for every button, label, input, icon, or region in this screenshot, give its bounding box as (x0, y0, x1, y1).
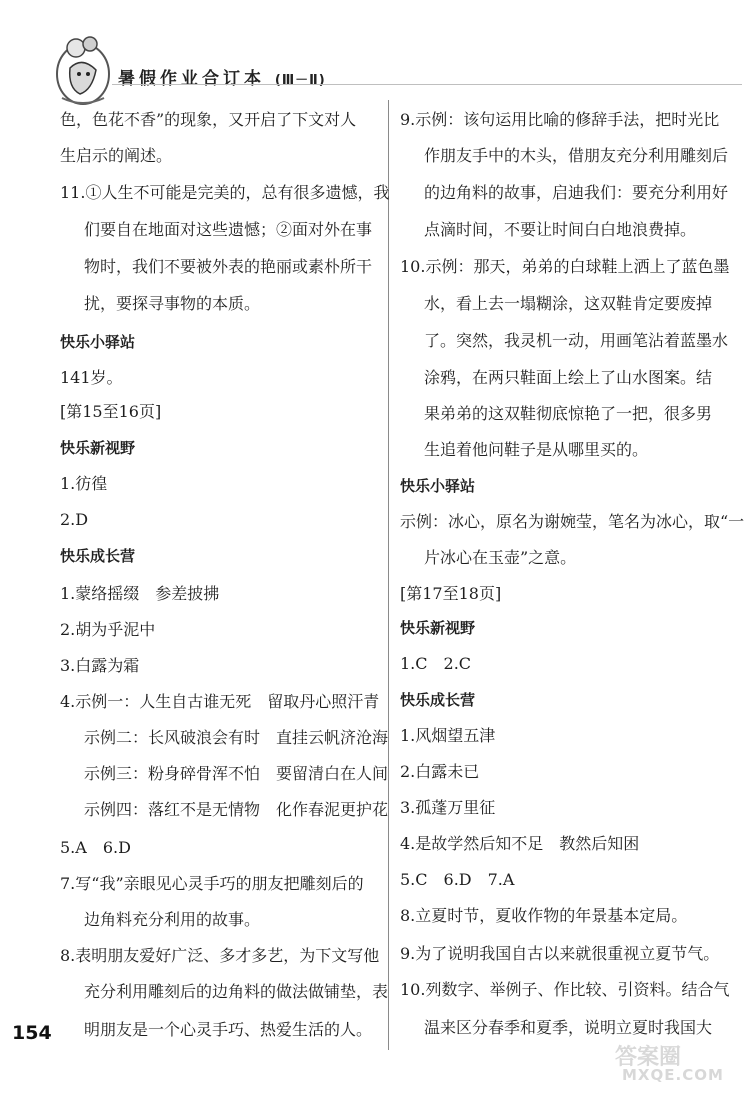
answer-line: 点滴时间，不要让时间白白地浪费掉。 (424, 220, 697, 239)
header-title (118, 64, 326, 89)
volume-label: (Ⅲ－Ⅱ) (274, 73, 326, 88)
answer-line: 7.写“我”亲眼见心灵手巧的朋友把雕刻后的 (60, 874, 364, 893)
answer-line: 生启示的阐述。 (60, 146, 173, 165)
answer-line: 4.是故学然后知不足 教然后知困 (400, 834, 640, 853)
answer-line: 3.白露为霜 (60, 656, 140, 675)
answer-line: 的边角料的故事，启迪我们：要充分利用好 (424, 183, 729, 202)
answer-line: 141岁。 (60, 368, 123, 387)
answer-line: 色，色花不香”的现象，又开启了下文对人 (60, 110, 357, 129)
answer-line: 物时，我们不要被外表的艳丽或素朴所干 (84, 257, 373, 276)
section-heading: 快乐成长营 (400, 691, 476, 709)
answer-line: 1.彷徨 (60, 474, 108, 493)
answer-line: 涂鸦，在两只鞋面上绘上了山水图案。结 (424, 368, 713, 387)
answer-line: 示例二：长风破浪会有时 直挂云帆济沧海 (84, 728, 389, 747)
mascot-illustration-icon (52, 28, 114, 110)
section-heading: 快乐新视野 (400, 619, 476, 637)
answer-line: 们要自在地面对这些遗憾；②面对外在事 (84, 220, 373, 239)
answer-line: 10.示例：那天，弟弟的白球鞋上洒上了蓝色墨 (400, 257, 730, 276)
answer-line: 果弟弟的这双鞋彻底惊艳了一把，很多男 (424, 404, 713, 423)
watermark-logo: 答案圈 (615, 1045, 682, 1070)
answer-line: 示例四：落红不是无情物 化作春泥更护花 (84, 800, 389, 819)
answer-line: 生追着他问鞋子是从哪里买的。 (424, 440, 649, 459)
section-heading: 快乐新视野 (60, 439, 136, 457)
answer-line: 温来区分春季和夏季，说明立夏时我国大 (424, 1018, 713, 1037)
answer-line: 3.孤蓬万里征 (400, 798, 496, 817)
answer-line: 边角料充分利用的故事。 (84, 910, 261, 929)
book-title: 暑假作业合订本 (118, 69, 265, 89)
answer-line: 了。突然，我灵机一动，用画笔沾着蓝墨水 (424, 331, 729, 350)
answer-line: 作朋友手中的木头，借朋友充分利用雕刻后 (424, 146, 729, 165)
page-number: 154 (12, 1022, 52, 1044)
answer-line: 扰，要探寻事物的本质。 (84, 294, 261, 313)
answer-line: 10.列数字、举例子、作比较、引资料。结合气 (400, 980, 730, 999)
answer-line: 8.立夏时节，夏收作物的年景基本定局。 (400, 906, 688, 925)
page-header (0, 0, 750, 110)
answer-line: 2.白露未已 (400, 762, 480, 781)
watermark-url: MXQE.COM (622, 1066, 724, 1084)
answer-line: 1.风烟望五津 (400, 726, 496, 745)
answer-line: 充分利用雕刻后的边角料的做法做铺垫，表 (84, 982, 389, 1001)
answer-line: 5.C 6.D 7.A (400, 870, 515, 889)
answer-line: [第15至16页] (60, 402, 162, 421)
answer-line: 1.蒙络摇缀 参差披拂 (60, 584, 220, 603)
answer-line: 1.C 2.C (400, 654, 472, 673)
answer-line: 明朋友是一个心灵手巧、热爱生活的人。 (84, 1020, 373, 1039)
answer-line: 8.表明朋友爱好广泛、多才多艺，为下文写他 (60, 946, 380, 965)
answer-line: [第17至18页] (400, 584, 502, 603)
answer-line: 11.①人生不可能是完美的，总有很多遗憾，我 (60, 183, 390, 202)
answer-line: 示例三：粉身碎骨浑不怕 要留清白在人间 (84, 764, 389, 783)
section-heading: 快乐成长营 (60, 547, 136, 565)
section-heading: 快乐小驿站 (60, 333, 136, 351)
answer-line: 2.胡为乎泥中 (60, 620, 156, 639)
column-divider (388, 100, 389, 1050)
answer-line: 9.为了说明我国自古以来就很重视立夏节气。 (400, 944, 720, 963)
section-heading: 快乐小驿站 (400, 477, 476, 495)
answer-line: 片冰心在玉壶”之意。 (424, 548, 577, 567)
answer-line: 5.A 6.D (60, 838, 131, 857)
answer-line: 2.D (60, 510, 89, 529)
answer-line: 4.示例一：人生自古谁无死 留取丹心照汗青 (60, 692, 380, 711)
header-rule (112, 84, 742, 85)
answer-line: 9.示例：该句运用比喻的修辞手法，把时光比 (400, 110, 720, 129)
answer-line: 示例：冰心，原名为谢婉莹，笔名为冰心，取“一 (400, 512, 745, 531)
answer-line: 水，看上去一塌糊涂，这双鞋肯定要废掉 (424, 294, 713, 313)
